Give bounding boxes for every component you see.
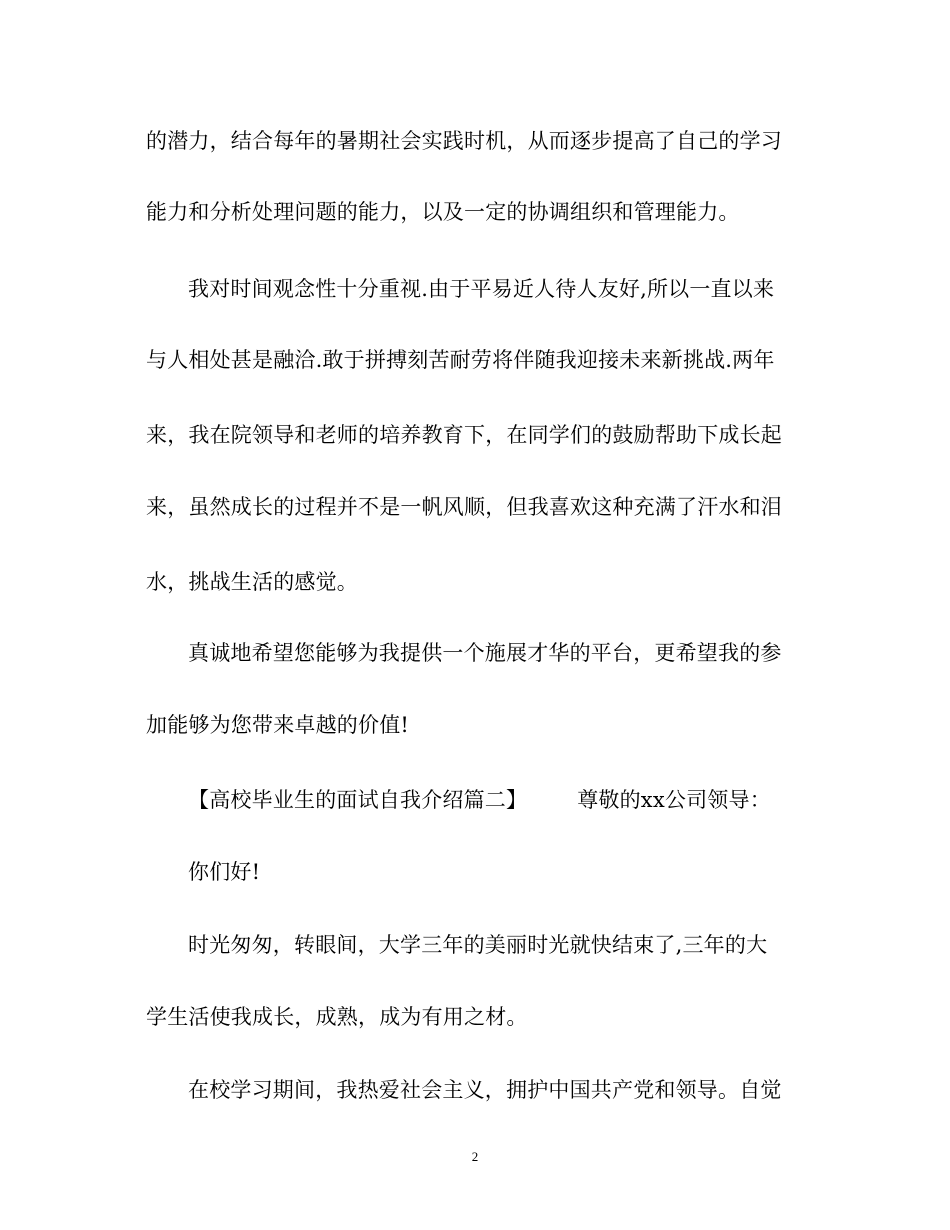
text-line-6: 来，虽然成长的过程并不是一帆风顺，但我喜欢这种充满了汗水和泪	[146, 495, 782, 519]
greeting-line: 你们好!	[188, 860, 261, 884]
text-line-12: 时光匆匆，转眼间，大学三年的美丽时光就快结束了,三年的大	[188, 933, 768, 957]
salutation: 尊敬的xx公司领导：	[577, 788, 771, 812]
text-line-2: 能力和分析处理问题的能力，以及一定的协调组织和管理能力。	[146, 200, 740, 224]
section-heading-line	[188, 786, 771, 814]
text-line-4: 与人相处甚是融洽.敢于拼搏刻苦耐劳将伴随我迎接未来新挑战.两年	[146, 348, 775, 372]
page-number: 2	[471, 1149, 479, 1164]
text-line-3: 我对时间观念性十分重视.由于平易近人待人友好,所以一直以来	[188, 277, 775, 301]
text-line-9: 加能够为您带来卓越的价值!	[146, 713, 410, 737]
text-line-1: 的潜力，结合每年的暑期社会实践时机，从而逐步提高了自己的学习	[146, 129, 782, 153]
text-line-13: 学生活使我成长，成熟，成为有用之材。	[146, 1005, 528, 1029]
text-line-7: 水，挑战生活的感觉。	[146, 570, 358, 594]
text-line-5: 来，我在院领导和老师的培养教育下，在同学们的鼓励帮助下成长起	[146, 423, 782, 447]
section-heading: 【高校毕业生的面试自我介绍篇二】	[188, 788, 528, 812]
text-line-8: 真诚地希望您能够为我提供一个施展才华的平台，更希望我的参	[188, 641, 782, 665]
text-line-14: 在校学习期间，我热爱社会主义，拥护中国共产党和领导。自觉	[188, 1078, 782, 1102]
